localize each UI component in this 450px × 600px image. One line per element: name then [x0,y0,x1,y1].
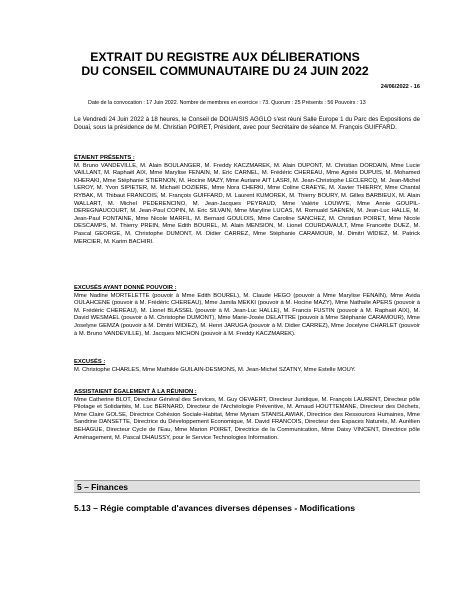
convocation-line: Date de la convocation : 17 Juin 2022. Nombre de membres en exercice : 73. Quorum : 25 Présents : 56 Pouvoirs : 13 [88,100,366,106]
assistaient-list: Mme Catherine BLOT, Directeur Général des Services, M. Guy OEVAERT, Directeur Juridique, M. François LAURENT, Directeur pôle Pilotage et Solidarités, M. Luc BERNARD, Directeur de l'Archéologie Préventive, M. Arnaud HOUTTEMANE, Directeur des Déchets, Mme Claire GOLSE, Directrice Cohésion Sociale-Habitat, Mme Myriam STANISLAWIAK, Directrice des Ressources Humaines, Mme Sandrine DANSETTE, Directrice du Développement Economique, M. David FRANCOIS, Directeur des Espaces Naturels, M. Aurélien BEHAGUE, Directeur Cycle de l'Eau, Mme Marion POIRET, Directrice de la Communication, Mme Daisy VINCENT, Directrice pôle Aménagement, M. Pascal DHAUSSY, pour le Service Technologies Information. [74,396,420,441]
presents-list: M. Bruno VANDEVILLE, M. Alain BOULANGER, M. Freddy KACZMAREK, M. Alain DUPONT, M. Christian DORDAIN, Mme Lucie VAILLANT, M. Raphaël AIX, Mme Marylise FENAIN, M. Eric CARNEL, M. Frédéric CHEREAU, Mme Agnès DUPUIS, M. Mohamed KHERAKI, Mme Stéphanie STIERNON, M. Hocine MAZY, Mme Auriane AIT LASRI, M. Jean-Christophe LECLERCQ, M. Jean-Michel LEROY, M. Yvon SIPIETER, M. Michaël DOZIERE, Mme Nora CHERKI, Mme Coline CRAEYE, M. Xavier THIERRY, Mme Chantal RYBAK, M. Thibaut FRANCOIS, M. François GUIFFARD, M. Laurent KUMOREK, M. Thierry BOURY, M. Gilles BARBIEUX, M. Alain WALLART, M. Michel PEDERENCINO, M. Jean-Jacques PEYRAUD, Mme Valérie LOUWYE, Mme Annie GOUPIL-DEREGNAUCOURT, M. Jean-Paul COPIN, M. Eric SILVAIN, Mme Maryline LUCAS, M. Romuald SAENEN, M. Jean-Luc HALLE, M. Jean-Paul FONTAINE, Mme Nicole MARFIL, M. Bernard GOULOIS, Mme Caroline SANCHEZ, M. Christian POIRET, Mme Nicole DESCAMPS, M. Thierry PREIN, Mme Edith BOUREL, M. Alain MENSION, M. Lionel COURDAVAULT, Mme Francette DUEZ, M. Pascal GEORGE, M. Christophe DUMONT, M. Didier CARREZ, Mme Stéphanie CARAMOUR, M. Dimitri WIDIEZ, M. Patrick MERCIER, M. Karim BACHIRI. [74,162,420,245]
presents-section [74,155,420,246]
title-line-1: EXTRAIT DU REGISTRE AUX DÉLIBERATIONS [90,50,360,64]
pouvoirs-list: Mme Nadine MORTELETTE (pouvoir à Mme Edith BOUREL), M. Claude HEGO (pouvoir à Mme Marylise FENAIN), Mme Avida OULAHCENE (pouvoir à M. Frédéric CHEREAU), Mme Jamila MEKKI (pouvoir à M. Hocine MAZY), Mme Nathalie APERS (pouvoir à M. Frédéric CHEREAU), M. Lionel BLASSEL (pouvoir à M. Jean-Luc HALLE), M. Francis FUSTIN (pouvoir à M. Raphaël AIX), M. David WESMAEL (pouvoir à M. Christophe DUMONT), Mme Marie-Josée DELATTRE (pouvoir à Mme Stéphanie CARAMOUR), Mme Joselyne GEMZA (pouvoir à M. Dimitri WIDIEZ), M. Henri JARUGA (pouvoir à M. Didier CARREZ), Mme Jocelyne CHARLET (pouvoir à M. Bruno VANDEVILLE), M. Jacques MICHON (pouvoir à M. Freddy KACZMAREK). [74,292,420,337]
deliberation-reference: 24/06/2022 - 16 [380,84,420,90]
deliberation-subtitle: 5.13 – Régie comptable d'avances diverses dépenses - Modifications [74,503,355,513]
section-finances-bar: 5 – Finances [74,480,420,493]
assistaient-heading: ASSISTAIENT ÉGALEMENT À LA RÉUNION : [74,389,197,395]
title-line-2: DU CONSEIL COMMUNAUTAIRE DU 24 JUIN 2022 [81,64,369,78]
intro-paragraph: Le Vendredi 24 Juin 2022 à 18 heures, le Conseil de DOUAISIS AGGLO s'est réuni Salle Europe 1 du Parc des Expositions de Douai, sous la présidence de M. Christian POIRET, Président, avec pour Secrétaire de séance M. François GUIFFARD. [74,116,420,132]
excuses-list: M. Christophe CHARLES, Mme Mathilde GUILAIN-DESMONS, M. Jean-Michel SZATNY, Mme Estelle MOUY. [74,366,356,373]
excuses-heading: EXCUSÉS : [74,359,106,365]
assistaient-section [74,389,420,442]
pouvoirs-section [74,285,420,338]
pouvoirs-heading: EXCUSÉS AYANT DONNÉ POUVOIR : [74,285,177,291]
document-title [0,50,450,78]
excuses-section [74,359,420,374]
presents-heading: ÉTAIENT PRÉSENTS : [74,155,135,161]
